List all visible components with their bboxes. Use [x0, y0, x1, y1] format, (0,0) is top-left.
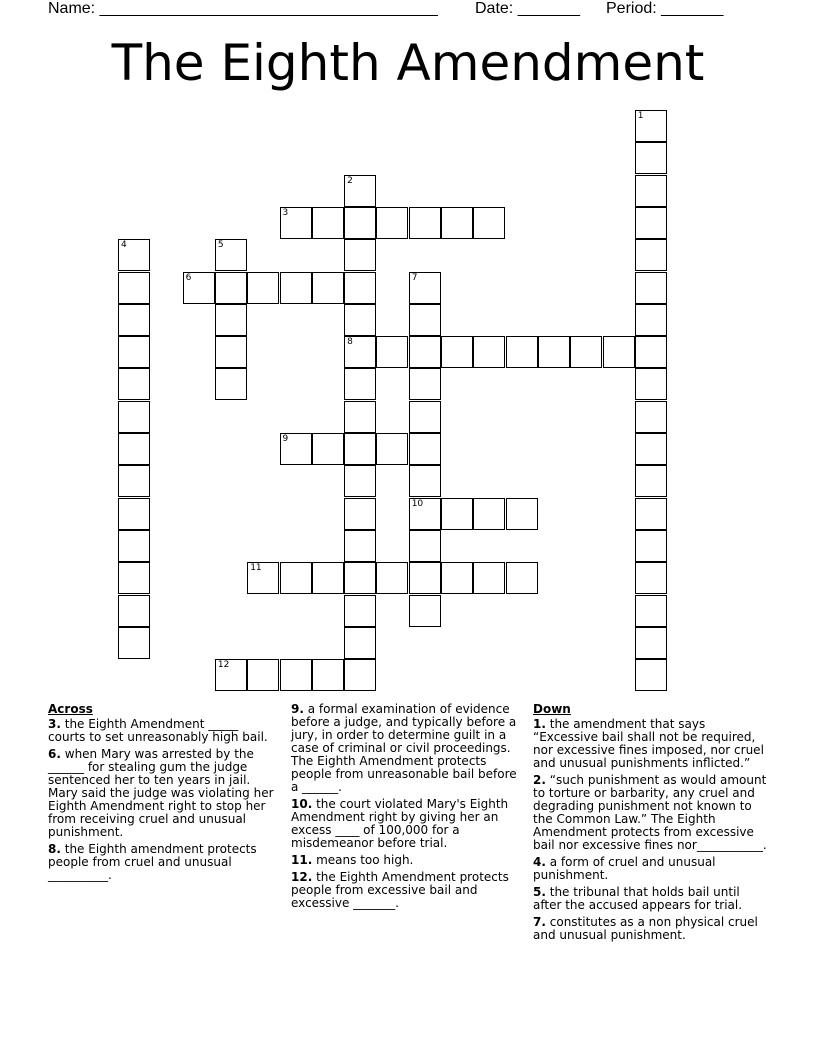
crossword-cell[interactable] — [344, 498, 376, 530]
crossword-cell[interactable] — [118, 368, 150, 400]
crossword-cell[interactable] — [409, 530, 441, 562]
crossword-cell[interactable] — [538, 336, 570, 368]
crossword-cell[interactable] — [635, 465, 667, 497]
crossword-cell[interactable] — [118, 272, 150, 304]
crossword-cell[interactable] — [635, 498, 667, 530]
crossword-cell[interactable] — [635, 336, 667, 368]
crossword-cell[interactable] — [441, 336, 473, 368]
crossword-cell[interactable] — [376, 336, 408, 368]
crossword-cell[interactable] — [635, 368, 667, 400]
crossword-cell[interactable] — [344, 401, 376, 433]
crossword-cell[interactable] — [376, 562, 408, 594]
clue-across-11: 11. means too high. — [291, 853, 414, 867]
crossword-cell[interactable] — [409, 465, 441, 497]
crossword-cell[interactable] — [215, 659, 247, 691]
crossword-cell[interactable] — [118, 433, 150, 465]
crossword-cell[interactable] — [280, 207, 312, 239]
crossword-cell[interactable] — [118, 530, 150, 562]
clue-number: 1 — [637, 111, 644, 121]
clue-down-2: 2. “such punishment as would amount to torture or barbarity, any cruel and degrading punishment not known to the Common Law.” The Eighth Amendment protects from excessive bail nor excessive fines nor___________. — [533, 773, 767, 852]
crossword-cell[interactable] — [215, 304, 247, 336]
crossword-cell[interactable] — [344, 530, 376, 562]
crossword-cell[interactable] — [635, 659, 667, 691]
clue-across-12: 12. the Eighth Amendment protects people from excessive bail and excessive _______. — [291, 870, 509, 910]
crossword-cell[interactable] — [409, 433, 441, 465]
crossword-cell[interactable] — [506, 498, 538, 530]
crossword-cell[interactable] — [118, 562, 150, 594]
crossword-cell[interactable] — [118, 401, 150, 433]
crossword-cell[interactable] — [118, 304, 150, 336]
crossword-cell[interactable] — [409, 595, 441, 627]
crossword-cell[interactable] — [344, 207, 376, 239]
crossword-cell[interactable] — [247, 272, 279, 304]
clue-number: 11 — [250, 563, 262, 574]
crossword-cell[interactable] — [473, 498, 505, 530]
crossword-cell[interactable] — [635, 562, 667, 594]
crossword-cell[interactable] — [280, 659, 312, 691]
clue-number: 5 — [217, 240, 224, 251]
crossword-cell[interactable] — [635, 142, 667, 174]
crossword-cell[interactable] — [409, 336, 441, 368]
crossword-cell[interactable] — [603, 336, 635, 368]
crossword-cell[interactable] — [409, 272, 441, 304]
date-field[interactable]: Date: _______ — [475, 0, 580, 17]
crossword-cell[interactable] — [344, 175, 376, 207]
crossword-cell[interactable] — [635, 110, 667, 142]
clue-down-4: 4. a form of cruel and unusual punishment. — [533, 855, 716, 882]
crossword-cell[interactable] — [215, 239, 247, 271]
crossword-cell[interactable] — [247, 562, 279, 594]
across-clues-column — [48, 703, 278, 886]
crossword-cell[interactable] — [473, 207, 505, 239]
clue-across-9: 9. a formal examination of evidence before a judge, and typically before a jury, in order to determine guilt in a case of criminal or civil proceedings. The Eighth Amendment protects people from unreasonable bail before a ______. — [291, 702, 517, 794]
clue-number: 12 — [217, 660, 230, 671]
crossword-cell[interactable] — [409, 562, 441, 594]
crossword-cell[interactable] — [312, 562, 344, 594]
clue-down-1: 1. the amendment that says “Excessive bail shall not be required, nor excessive fines imposed, nor cruel and unusual punishments inflicted.” — [533, 717, 764, 770]
crossword-cell[interactable] — [570, 336, 602, 368]
crossword-cell[interactable] — [280, 562, 312, 594]
crossword-cell[interactable] — [312, 659, 344, 691]
clue-number: 6 — [185, 272, 192, 283]
crossword-cell[interactable] — [247, 659, 279, 691]
crossword-cell[interactable] — [376, 207, 408, 239]
clue-number: 10 — [411, 498, 424, 509]
crossword-cell[interactable] — [409, 207, 441, 239]
crossword-cell[interactable] — [441, 498, 473, 530]
clue-across-8: 8. the Eighth amendment protects people from cruel and unusual __________. — [48, 842, 257, 882]
clue-number: 3 — [282, 207, 289, 218]
crossword-cell[interactable] — [344, 239, 376, 271]
crossword-cell[interactable] — [118, 465, 150, 497]
crossword-cell[interactable] — [409, 498, 441, 530]
down-heading: Down — [533, 702, 571, 716]
crossword-cell[interactable] — [215, 336, 247, 368]
crossword-cell[interactable] — [409, 304, 441, 336]
crossword-cell[interactable] — [376, 433, 408, 465]
across-heading: Across — [48, 702, 93, 716]
crossword-cell[interactable] — [635, 530, 667, 562]
crossword-cell[interactable] — [118, 336, 150, 368]
crossword-cell[interactable] — [118, 627, 150, 659]
clue-number: 9 — [282, 434, 289, 444]
crossword-cell[interactable] — [635, 627, 667, 659]
clue-across-10: 10. the court violated Mary's Eighth Amendment right by giving her an excess ____ of 100,000 for a misdemeanor before trial. — [291, 797, 509, 850]
clue-number: 2 — [347, 175, 353, 186]
crossword-cell[interactable] — [118, 498, 150, 530]
crossword-cell[interactable] — [118, 595, 150, 627]
crossword-cell[interactable] — [280, 272, 312, 304]
page-title: The Eighth Amendment — [111, 34, 705, 92]
clue-down-5: 5. the tribunal that holds bail until after the accused appears for trial. — [533, 885, 743, 912]
crossword-cell[interactable] — [344, 562, 376, 594]
crossword-cell[interactable] — [635, 175, 667, 207]
crossword-cell[interactable] — [312, 433, 344, 465]
clue-number: 8 — [347, 337, 353, 348]
crossword-cell[interactable] — [183, 272, 215, 304]
crossword-cell[interactable] — [215, 368, 247, 400]
crossword-cell[interactable] — [635, 239, 667, 271]
crossword-cell[interactable] — [506, 336, 538, 368]
crossword-cell[interactable] — [344, 595, 376, 627]
crossword-cell[interactable] — [409, 401, 441, 433]
crossword-cell[interactable] — [441, 562, 473, 594]
across-clues-column-continued — [291, 703, 523, 914]
crossword-cell[interactable] — [441, 207, 473, 239]
period-field[interactable]: Period: _______ — [606, 0, 724, 17]
crossword-cell[interactable] — [473, 562, 505, 594]
clue-across-6: 6. when Mary was arrested by the ______ for stealing gum the judge sentenced her to ten years in jail. Mary said the judge was violating her Eighth Amendment right to stop her from receiving cruel and unusual punishment. — [48, 747, 274, 839]
name-field[interactable]: Name: ______________________________________ — [48, 0, 438, 17]
crossword-cell[interactable] — [312, 207, 344, 239]
crossword-cell[interactable] — [344, 336, 376, 368]
crossword-cell[interactable] — [344, 433, 376, 465]
crossword-cell[interactable] — [473, 336, 505, 368]
down-clues-column — [533, 703, 768, 946]
crossword-cell[interactable] — [344, 465, 376, 497]
crossword-cell[interactable] — [215, 272, 247, 304]
crossword-cell[interactable] — [409, 368, 441, 400]
crossword-cell[interactable] — [635, 207, 667, 239]
crossword-cell[interactable] — [506, 562, 538, 594]
crossword-cell[interactable] — [344, 627, 376, 659]
crossword-cell[interactable] — [344, 304, 376, 336]
clue-across-3: 3. the Eighth Amendment _____ courts to set unreasonably high bail. — [48, 717, 268, 744]
crossword-cell[interactable] — [118, 239, 150, 271]
crossword-cell[interactable] — [635, 433, 667, 465]
crossword-cell[interactable] — [344, 368, 376, 400]
crossword-cell[interactable] — [312, 272, 344, 304]
crossword-cell[interactable] — [635, 304, 667, 336]
clue-number: 4 — [121, 240, 127, 251]
clue-down-7: 7. constitutes as a non physical cruel and unusual punishment. — [533, 915, 758, 942]
clue-number: 7 — [411, 272, 418, 283]
crossword-cell[interactable] — [344, 659, 376, 691]
crossword-cell[interactable] — [344, 272, 376, 304]
crossword-cell[interactable] — [635, 595, 667, 627]
crossword-cell[interactable] — [280, 433, 312, 465]
crossword-cell[interactable] — [635, 272, 667, 304]
crossword-cell[interactable] — [635, 401, 667, 433]
